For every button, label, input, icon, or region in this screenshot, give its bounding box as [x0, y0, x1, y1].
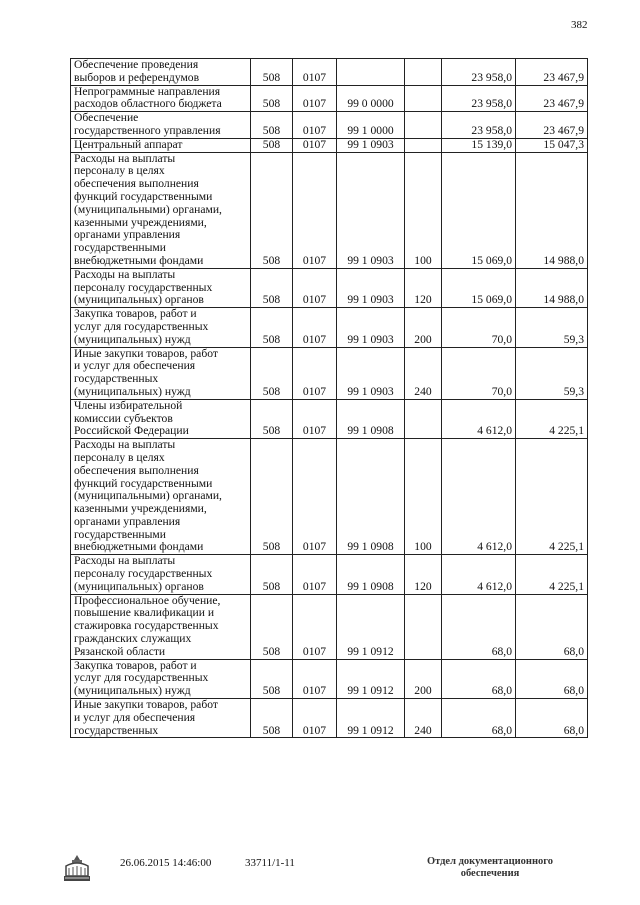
cell-grbs: 508 — [251, 659, 293, 698]
item-name-line: (муниципальными) органами, — [74, 202, 222, 216]
item-name-line: Члены избирательной — [74, 399, 183, 412]
item-name-line: и услуг для обеспечения — [74, 710, 196, 724]
cell-section: 0107 — [293, 555, 337, 594]
item-name-line: Расходы на выплаты — [74, 268, 176, 281]
cell-amount-executed: 4 225,1 — [516, 399, 588, 438]
item-name-line: (муниципальных) органов — [74, 293, 204, 307]
item-name-line: органами управления — [74, 228, 181, 242]
item-name-line: персоналу государственных — [74, 280, 213, 294]
item-name-line: Иные закупки товаров, работ — [74, 698, 218, 712]
item-name-line: повышение квалификации и — [74, 606, 215, 620]
cell-item-name — [71, 699, 251, 738]
item-name-line: (муниципальных) нужд — [74, 384, 191, 398]
cell-amount-planned: 23 958,0 — [442, 59, 516, 86]
cell-item-name — [71, 308, 251, 347]
cell-target-article: 99 1 0903 — [337, 268, 405, 307]
cell-amount-executed: 23 467,9 — [516, 59, 588, 86]
item-name-line: услуг для государственных — [74, 671, 209, 685]
table-row — [71, 439, 588, 555]
cell-expense-type — [405, 85, 442, 112]
cell-amount-planned: 4 612,0 — [442, 399, 516, 438]
item-name-line: Обеспечение — [74, 111, 139, 125]
item-name-line: Расходы на выплаты — [74, 554, 176, 568]
cell-item-name — [71, 659, 251, 698]
table-row — [71, 138, 588, 152]
table-row — [71, 659, 588, 698]
cell-item-name — [71, 555, 251, 594]
cell-expense-type: 120 — [405, 555, 442, 594]
cell-section: 0107 — [293, 85, 337, 112]
cell-amount-planned: 68,0 — [442, 659, 516, 698]
item-name-line: Непрограммные направления — [74, 85, 221, 98]
cell-amount-planned: 15 139,0 — [442, 138, 516, 152]
cell-item-name — [71, 59, 251, 86]
cell-amount-planned: 23 958,0 — [442, 85, 516, 112]
cell-amount-planned: 4 612,0 — [442, 555, 516, 594]
cell-expense-type: 200 — [405, 659, 442, 698]
cell-amount-executed: 68,0 — [516, 699, 588, 738]
footer-office-line2: обеспечения — [460, 868, 520, 879]
item-name-line: государственных — [74, 372, 159, 386]
emblem-icon — [60, 852, 94, 886]
item-name-line: персоналу государственных — [74, 567, 213, 581]
budget-table — [70, 58, 588, 738]
cell-target-article: 99 1 0903 — [337, 347, 405, 399]
item-name-line: Обеспечение проведения — [74, 58, 199, 71]
cell-item-name — [71, 594, 251, 659]
cell-target-article: 99 0 0000 — [337, 85, 405, 112]
item-name-line: внебюджетными фондами — [74, 540, 204, 554]
cell-expense-type: 240 — [405, 347, 442, 399]
cell-grbs: 508 — [251, 555, 293, 594]
cell-target-article: 99 1 0912 — [337, 699, 405, 738]
footer — [0, 850, 640, 905]
item-name-line: обеспечения выполнения — [74, 463, 199, 477]
cell-section: 0107 — [293, 152, 337, 268]
cell-grbs: 508 — [251, 439, 293, 555]
cell-section: 0107 — [293, 347, 337, 399]
cell-grbs: 508 — [251, 268, 293, 307]
cell-amount-executed: 23 467,9 — [516, 112, 588, 139]
table-row — [71, 347, 588, 399]
cell-amount-planned: 68,0 — [442, 594, 516, 659]
cell-target-article: 99 1 0903 — [337, 308, 405, 347]
cell-target-article: 99 1 0908 — [337, 439, 405, 555]
cell-amount-executed: 4 225,1 — [516, 439, 588, 555]
cell-amount-planned: 68,0 — [442, 699, 516, 738]
cell-grbs: 508 — [251, 138, 293, 152]
table-row — [71, 268, 588, 307]
table-row — [71, 399, 588, 438]
item-name-line: государственными — [74, 527, 166, 541]
cell-expense-type — [405, 399, 442, 438]
cell-grbs: 508 — [251, 85, 293, 112]
cell-amount-planned: 70,0 — [442, 308, 516, 347]
cell-grbs: 508 — [251, 699, 293, 738]
footer-doc-number: 33711/1-11 — [245, 857, 295, 869]
item-name-line: обеспечения выполнения — [74, 177, 199, 191]
table-row — [71, 308, 588, 347]
item-name-line: услуг для государственных — [74, 319, 209, 333]
item-name-line: персоналу в целях — [74, 450, 165, 464]
cell-expense-type — [405, 112, 442, 139]
cell-target-article: 99 1 0000 — [337, 112, 405, 139]
cell-target-article: 99 1 0908 — [337, 399, 405, 438]
cell-expense-type: 100 — [405, 439, 442, 555]
footer-office-line1: Отдел документационного — [426, 856, 554, 867]
cell-item-name — [71, 152, 251, 268]
cell-section: 0107 — [293, 594, 337, 659]
cell-grbs: 508 — [251, 399, 293, 438]
cell-item-name — [71, 439, 251, 555]
item-name-line: Профессиональное обучение, — [74, 594, 221, 607]
footer-date: 26.06.2015 14:46:00 — [120, 857, 212, 869]
cell-amount-planned: 23 958,0 — [442, 112, 516, 139]
item-name-line: персоналу в целях — [74, 164, 165, 178]
cell-grbs: 508 — [251, 152, 293, 268]
cell-amount-executed: 59,3 — [516, 308, 588, 347]
item-name-line: (муниципальными) органами, — [74, 489, 222, 503]
item-name-line: (муниципальных) нужд — [74, 332, 191, 346]
cell-section: 0107 — [293, 138, 337, 152]
table-row — [71, 112, 588, 139]
cell-expense-type: 100 — [405, 152, 442, 268]
item-name-line: Центральный аппарат — [74, 138, 183, 151]
cell-expense-type: 120 — [405, 268, 442, 307]
cell-target-article: 99 1 0912 — [337, 594, 405, 659]
item-name-line: казенными учреждениями, — [74, 215, 207, 229]
cell-expense-type — [405, 594, 442, 659]
cell-amount-planned: 4 612,0 — [442, 439, 516, 555]
cell-amount-planned: 70,0 — [442, 347, 516, 399]
item-name-line: государственных — [74, 723, 159, 737]
cell-target-article: 99 1 0903 — [337, 138, 405, 152]
item-name-line: функций государственными — [74, 189, 213, 203]
cell-item-name — [71, 399, 251, 438]
cell-section: 0107 — [293, 659, 337, 698]
cell-amount-executed: 23 467,9 — [516, 85, 588, 112]
item-name-line: внебюджетными фондами — [74, 253, 204, 267]
cell-target-article: 99 1 0912 — [337, 659, 405, 698]
cell-target-article — [337, 59, 405, 86]
cell-expense-type — [405, 138, 442, 152]
cell-grbs: 508 — [251, 59, 293, 86]
cell-target-article: 99 1 0908 — [337, 555, 405, 594]
item-name-line: Российской Федерации — [74, 424, 189, 438]
cell-section: 0107 — [293, 399, 337, 438]
cell-item-name — [71, 112, 251, 139]
cell-amount-executed: 14 988,0 — [516, 268, 588, 307]
item-name-line: стажировка государственных — [74, 619, 219, 633]
cell-amount-executed: 14 988,0 — [516, 152, 588, 268]
item-name-line: Закупка товаров, работ и — [74, 307, 197, 321]
cell-amount-executed: 59,3 — [516, 347, 588, 399]
cell-grbs: 508 — [251, 308, 293, 347]
table-row — [71, 85, 588, 112]
cell-expense-type — [405, 59, 442, 86]
item-name-line: Закупка товаров, работ и — [74, 659, 197, 672]
table-row — [71, 699, 588, 738]
table-row — [71, 555, 588, 594]
item-name-line: Рязанской области — [74, 644, 166, 658]
cell-target-article: 99 1 0903 — [337, 152, 405, 268]
cell-expense-type: 240 — [405, 699, 442, 738]
item-name-line: Расходы на выплаты — [74, 438, 176, 452]
item-name-line: государственными — [74, 241, 166, 255]
cell-expense-type: 200 — [405, 308, 442, 347]
cell-section: 0107 — [293, 308, 337, 347]
table-row — [71, 152, 588, 268]
item-name-line: Иные закупки товаров, работ — [74, 347, 218, 360]
item-name-line: (муниципальных) нужд — [74, 684, 191, 698]
item-name-line: расходов областного бюджета — [74, 97, 222, 111]
cell-section: 0107 — [293, 268, 337, 307]
item-name-line: выборов и референдумов — [74, 70, 200, 84]
cell-item-name — [71, 85, 251, 112]
cell-section: 0107 — [293, 439, 337, 555]
item-name-line: органами управления — [74, 514, 181, 528]
item-name-line: (муниципальных) органов — [74, 579, 204, 593]
item-name-line: Расходы на выплаты — [74, 152, 176, 165]
item-name-line: комиссии субъектов — [74, 411, 173, 425]
cell-section: 0107 — [293, 699, 337, 738]
item-name-line: функций государственными — [74, 476, 213, 490]
cell-grbs: 508 — [251, 347, 293, 399]
cell-amount-planned: 15 069,0 — [442, 268, 516, 307]
cell-section: 0107 — [293, 112, 337, 139]
table-row — [71, 594, 588, 659]
item-name-line: гражданских служащих — [74, 632, 192, 646]
page-number: 382 — [571, 19, 588, 31]
cell-item-name — [71, 268, 251, 307]
cell-amount-executed: 68,0 — [516, 659, 588, 698]
cell-item-name — [71, 347, 251, 399]
item-name-line: и услуг для обеспечения — [74, 359, 196, 373]
budget-table-body — [71, 59, 588, 738]
cell-amount-planned: 15 069,0 — [442, 152, 516, 268]
item-name-line: казенными учреждениями, — [74, 502, 207, 516]
cell-grbs: 508 — [251, 112, 293, 139]
cell-grbs: 508 — [251, 594, 293, 659]
cell-amount-executed: 4 225,1 — [516, 555, 588, 594]
cell-section: 0107 — [293, 59, 337, 86]
item-name-line: государственного управления — [74, 123, 221, 137]
cell-item-name — [71, 138, 251, 152]
cell-amount-executed: 68,0 — [516, 594, 588, 659]
footer-office-stamp — [400, 856, 580, 880]
cell-amount-executed: 15 047,3 — [516, 138, 588, 152]
table-row — [71, 59, 588, 86]
